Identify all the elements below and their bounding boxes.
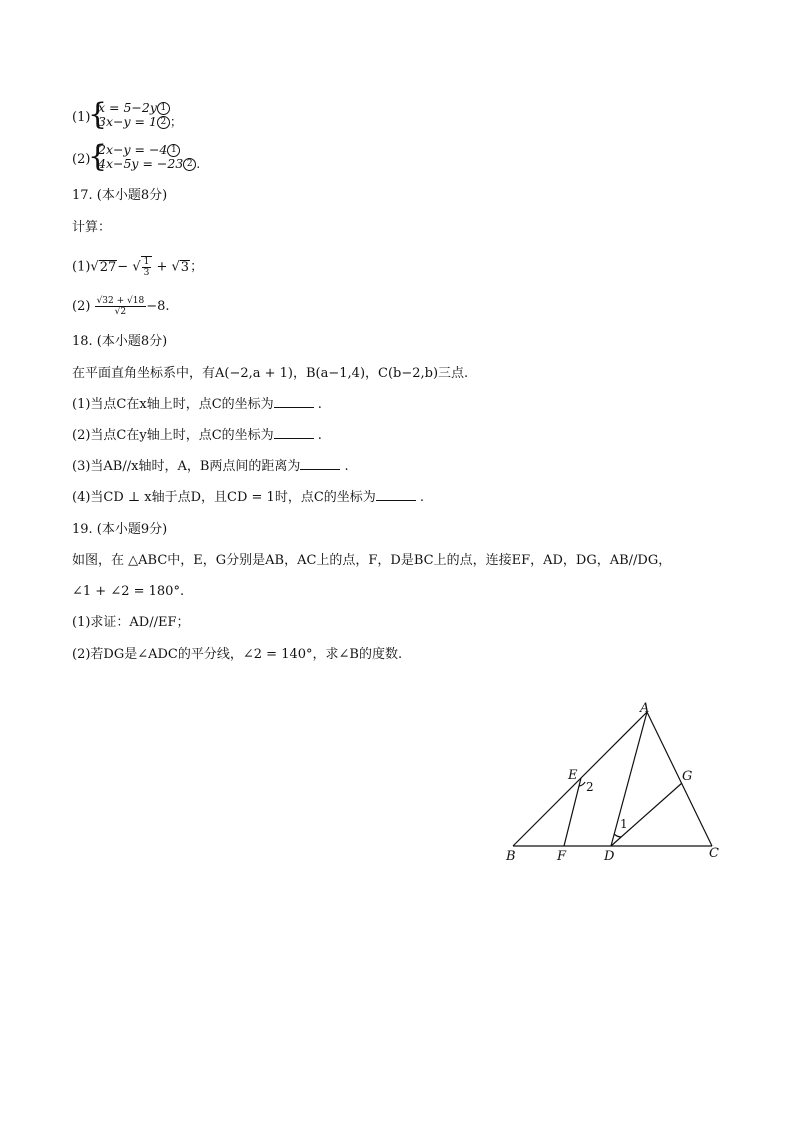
q16-part1-label: (1): [72, 110, 91, 125]
q19-stem2: ∠1 + ∠2 = 180°.: [72, 584, 185, 599]
label-angle-1: 1: [620, 817, 628, 831]
q17-part1-label: (1): [72, 259, 91, 275]
segment-ef: [564, 778, 581, 846]
q18-part3-text: (3)当AB//x轴时，A，B两点间的距离为: [72, 459, 301, 474]
q17-prompt: 计算：: [72, 220, 112, 235]
q16-part2-brace: {: [88, 139, 108, 174]
q18-end: .: [419, 490, 425, 505]
q17-part1-frac-num: 1: [143, 257, 150, 267]
q16-part2-eq1: 2x−y = −4: [98, 142, 168, 157]
q16-part1-eq1: x = 5−2y: [98, 100, 157, 115]
q19-header: 19. (本小题9分): [72, 522, 168, 537]
q18-part1-text: (1)当点C在x轴上时，点C的坐标为: [72, 397, 274, 412]
angle-1-arc: [614, 834, 621, 837]
circled-2-icon: 2: [183, 158, 196, 171]
q18-stem: 在平面直角坐标系中，有A(−2,a + 1)，B(a−1,4)，C(b−2,b)三点.: [72, 366, 469, 381]
segment-dg: [611, 783, 682, 846]
label-e: E: [568, 768, 578, 783]
q19-part2: (2)若DG是∠ADC的平分线，∠2 = 140°，求∠B的度数.: [72, 647, 403, 662]
label-b: B: [506, 849, 516, 864]
q17-part1-frac-den: 3: [143, 268, 150, 278]
label-a: A: [640, 701, 650, 716]
q18-end: .: [317, 428, 322, 443]
label-d: D: [604, 849, 615, 864]
q18-part4-text: (4)当CD ⊥ x轴于点D，且CD = 1时，点C的坐标为: [72, 490, 376, 505]
q19-part1: (1)求证：AD//EF；: [72, 615, 190, 630]
q17-part1-tail: ；: [190, 259, 204, 275]
label-f: F: [557, 849, 567, 864]
q17-part2-label: (2): [72, 299, 91, 314]
q18-part2-text: (2)当点C在y轴上时，点C的坐标为: [72, 428, 274, 443]
circled-1-icon: 1: [157, 102, 170, 115]
label-g: G: [682, 769, 693, 784]
q17-part2-tail: −8.: [146, 299, 170, 314]
q16-part1-brace: {: [88, 97, 108, 132]
label-angle-2: 2: [586, 780, 594, 794]
label-c: C: [709, 846, 719, 861]
q16-part1-eq2: 3x−y = 1: [98, 114, 157, 129]
circled-1-icon: 1: [167, 144, 180, 157]
q18-end: .: [317, 397, 322, 412]
segment-ac: [647, 712, 712, 846]
q16-part2-tail: .: [196, 156, 201, 171]
q16-part1-tail: ；: [169, 114, 183, 129]
q17-header: 17. (本小题8分): [72, 188, 168, 203]
q18-end: .: [344, 459, 349, 474]
q17-part1: (1)√27− √ $\frac{1}{3}$ + √3；: [72, 257, 204, 278]
q17-part1-rad1: 27: [99, 259, 117, 275]
segment-ad: [611, 712, 647, 846]
q16-part2-eq2: 4x−5y = −23: [98, 156, 184, 171]
q16-part2-label: (2): [72, 152, 91, 167]
q17-part1-rad3: 3: [180, 259, 190, 275]
q17-part2-den: √2: [114, 307, 127, 317]
circled-2-icon: 2: [157, 116, 170, 129]
q19-stem1: 如图，在 △ABC中，E，G分别是AB，AC上的点，F，D是BC上的点，连接EF，AD，DG，AB//DG，: [72, 553, 672, 568]
q17-part2-num: √32 + √18: [96, 296, 145, 306]
q18-header: 18. (本小题8分): [72, 334, 168, 349]
